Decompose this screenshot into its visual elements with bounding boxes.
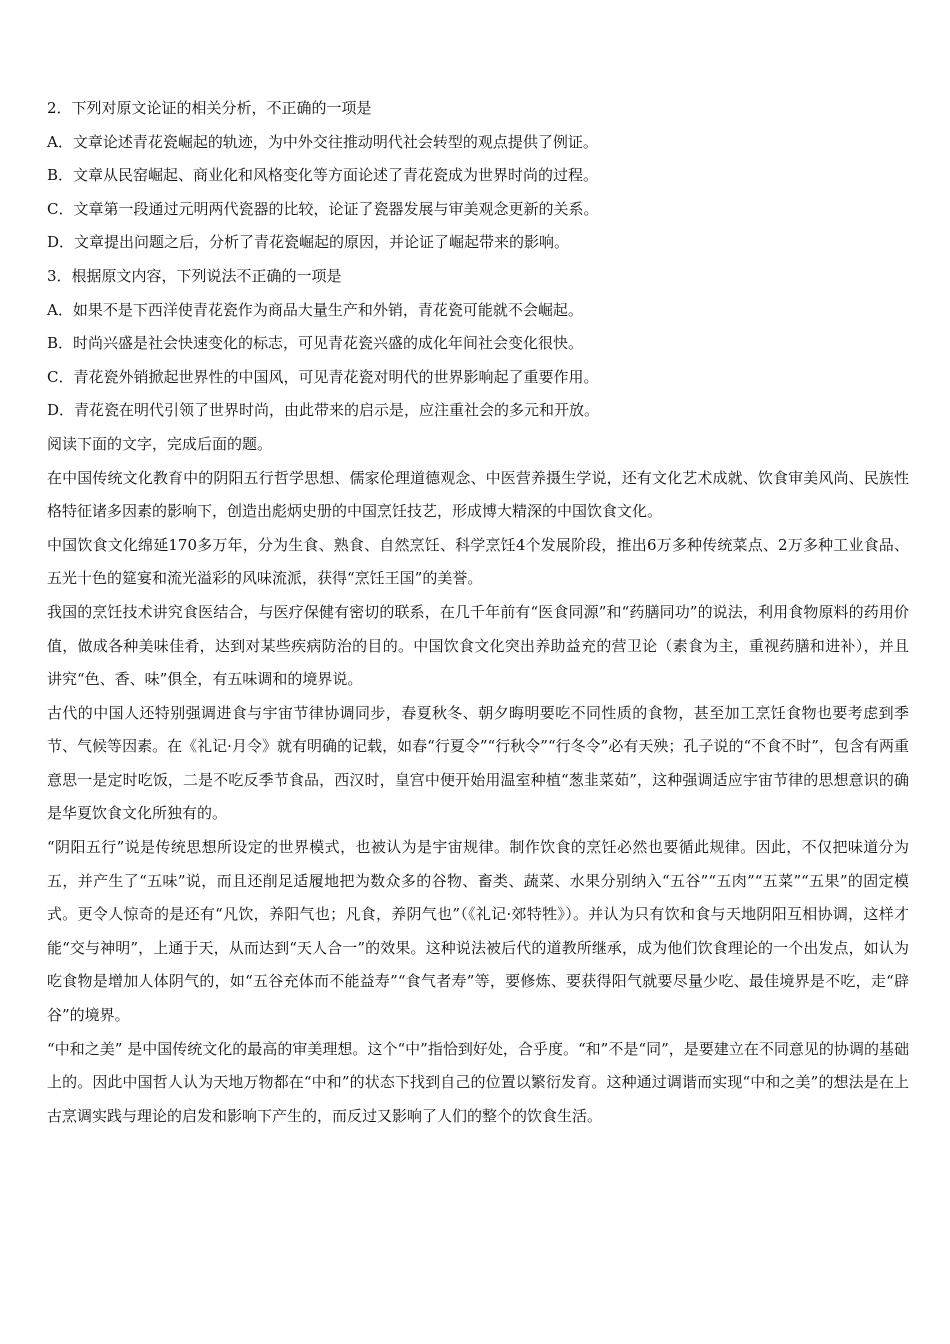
question-2-stem: 2．下列对原文论证的相关分析，不正确的一项是	[47, 99, 372, 117]
reading-paragraph-3: 我国的烹饪技术讲究食医结合，与医疗保健有密切的联系，在几千年前有“医食同源”和“药膳同功”的说法，利用食物原料的药用价值，做成各种美味佳肴，达到对某些疾病防治的目的。中国饮食文化突出养助益充的营卫论（素食为主，重视药膳和进补），并且讲究“色、香、味”俱全，有五味调和的境界说。	[47, 602, 909, 689]
question-3-stem: 3．根据原文内容，下列说法不正确的一项是	[47, 266, 342, 285]
question-2-option-d: D．文章提出问题之后，分析了青花瓷崛起的原因，并论证了崛起带来的影响。	[47, 233, 570, 252]
reading-instruction: 阅读下面的文字，完成后面的题。	[47, 434, 273, 453]
question-3-option-a: A．如果不是下西洋使青花瓷作为商品大量生产和外销，青花瓷可能就不会崛起。	[47, 300, 583, 319]
question-3-option-c: C．青花瓷外销掀起世界性的中国风，可见青花瓷对明代的世界影响起了重要作用。	[47, 367, 599, 386]
question-2-option-a: A．文章论述青花瓷崛起的轨迹，为中外交往推动明代社会转型的观点提供了例证。	[47, 132, 598, 151]
question-2	[47, 92, 909, 260]
reading-paragraph-5: “阴阳五行”说是传统思想所设定的世界模式，也被认为是宇宙规律。制作饮食的烹饪必然也要循此规律。因此，不仅把味道分为五，并产生了“五味”说，而且还削足适履地把为数众多的谷物、畜类、蔬菜、水果分别纳入“五谷”“五肉”“五菜”“五果”的固定模式。更令人惊奇的是还有“凡饮，养阳气也；凡食，养阴气也”（《礼记·郊特牲》）。并认为只有饮和食与天地阴阳互相协调，这样才能“交与神明”，上通于天，从而达到“天人合一”的效果。这种说法被后代的道教所继承，成为他们饮食理论的一个出发点，如认为吃食物是增加人体阴气的，如“五谷充体而不能益寿”“食气者寿”等，要修炼、要获得阳气就要尽量少吃、最佳境界是不吃，走“辟谷”的境界。	[47, 838, 909, 1025]
question-2-option-c: C．文章第一段通过元明两代瓷器的比较，论证了瓷器发展与审美观念更新的关系。	[47, 199, 599, 218]
reading-paragraph-1: 在中国传统文化教育中的阴阳五行哲学思想、儒家伦理道德观念、中医营养摄生学说，还有文化艺术成就、饮食审美风尚、民族性格特征诸多因素的影响下，创造出彪炳史册的中国烹饪技艺，形成博大精深的中国饮食文化。	[47, 468, 909, 521]
question-3	[47, 260, 909, 428]
question-2-option-b: B．文章从民窑崛起、商业化和风格变化等方面论述了青花瓷成为世界时尚的过程。	[47, 166, 599, 185]
reading-paragraph-6: “中和之美” 是中国传统文化的最高的审美理想。这个“中”指恰到好处，合乎度。“和”不是“同”，是要建立在不同意见的协调的基础上的。因此中国哲人认为天地万物都在“中和”的状态下找到自己的位置以繁衍发育。这种通过调谐而实现“中和之美”的想法是在上古烹调实践与理论的启发和影响下产生的，而反过又影响了人们的整个的饮食生活。	[47, 1039, 909, 1125]
reading-paragraph-4: 古代的中国人还特别强调进食与宇宙节律协调同步，春夏秋冬、朝夕晦明要吃不同性质的食物，甚至加工烹饪食物也要考虑到季节、气候等因素。在《礼记·月令》就有明确的记载，如春“行夏令”“行秋令”“行冬令”必有天殃；孔子说的“不食不时”，包含有两重意思一是定时吃饭，二是不吃反季节食品，西汉时，皇宫中便开始用温室种植“葱韭菜茹”，这种强调适应宇宙节律的思想意识的确是华夏饮食文化所独有的。	[47, 703, 909, 823]
reading-paragraph-2: 中国饮食文化绵延170多万年，分为生食、熟食、自然烹饪、科学烹饪4个发展阶段，推出6万多种传统菜点、2万多种工业食品、五光十色的筵宴和流光溢彩的风味流派，获得“烹饪王国”的美誉。	[47, 535, 909, 588]
question-3-option-d: D．青花瓷在明代引领了世界时尚，由此带来的启示是，应注重社会的多元和开放。	[47, 401, 600, 420]
document-page	[47, 92, 909, 1133]
question-3-option-b: B．时尚兴盛是社会快速变化的标志，可见青花瓷兴盛的成化年间社会变化很快。	[47, 334, 584, 353]
reading-section	[47, 428, 909, 1133]
